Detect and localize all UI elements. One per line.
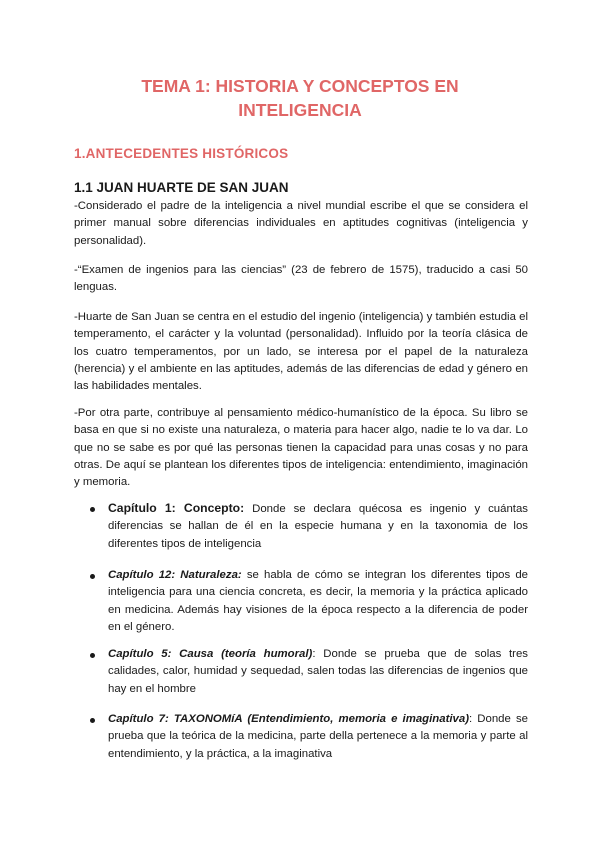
list-item — [74, 500, 528, 553]
paragraph-book: -“Examen de ingenios para las ciencias” (23 de febrero de 1575), traducido a casi 50 lenguas. — [74, 264, 528, 294]
paragraph-intro: -Considerado el padre de la inteligencia a nivel mundial escribe el que se considera el primer manual sobre diferencias individuales en aptitudes cognitivas (inteligencia y personalidad). — [74, 200, 528, 247]
bullet-icon — [90, 507, 95, 512]
subsection-heading: 1.1 JUAN HUARTE DE SAN JUAN — [74, 180, 289, 195]
section-heading: 1.ANTECEDENTES HISTÓRICOS — [74, 146, 289, 161]
page-title — [60, 74, 540, 122]
bullet-icon — [90, 574, 95, 579]
chapter-text: se habla de cómo se integran los diferentes tipos de inteligencia para una ciencia concreta, es decir, la memoria y la práctica aplicado en medicina. Además hay visiones de la época respecto a la diferencia de poder en el género. — [108, 569, 528, 633]
chapter-label: Capítulo 12: Naturaleza: — [108, 569, 242, 581]
chapter-text: : Donde se prueba que de solas tres calidades, calor, humidad y sequedad, salen todas las diferencias de ingenios que hay en el hombre — [108, 648, 528, 695]
bullet-icon — [90, 653, 95, 658]
title-line-2: INTELIGENCIA — [238, 100, 362, 120]
bullet-icon — [90, 718, 95, 723]
chapter-text: Donde se declara quécosa es ingenio y cuántas diferencias se hallan de él en la especie humana y en la taxonomia de los diferentes tipos de inteligencia — [108, 503, 529, 550]
paragraph-ingenio: -Huarte de San Juan se centra en el estudio del ingenio (inteligencia) y también estudia el temperamento, el carácter y la voluntad (personalidad). Influido por la teoría clásica de los cuatro temperamentos, por un lado, se interesa por el papel de la naturaleza (herencia) y el ambiente en las aptitudes, además de las diferencias de edad y género en las habilidades mentales. — [74, 311, 528, 393]
list-item — [74, 646, 528, 698]
title-line-1: TEMA 1: HISTORIA Y CONCEPTOS EN — [141, 76, 459, 96]
list-item — [74, 711, 528, 763]
chapter-text: : Donde se prueba que la teórica de la medicina, parte della pertenece a la memoria y parte al entendimiento, y la práctica, a la imaginativa — [108, 713, 528, 760]
chapter-label: Capítulo 1: Concepto: — [108, 501, 245, 515]
paragraph-pensamiento: -Por otra parte, contribuye al pensamiento médico-humanístico de la época. Su libro se basa en que si no existe una naturaleza, o materia para hacer algo, nadie te lo va dar. Lo que no se sabe es por qué las personas tienen la capacidad para unas cosas y no para otras. De aquí se plantean los diferentes tipos de inteligencia: entendimiento, imaginación y memoria. — [74, 407, 528, 489]
chapter-label: Capítulo 7: TAXONOMíA (Entendimiento, memoria e imaginativa) — [108, 713, 470, 725]
list-item — [74, 567, 528, 636]
chapter-label: Capítulo 5: Causa (teoría humoral) — [108, 648, 313, 660]
